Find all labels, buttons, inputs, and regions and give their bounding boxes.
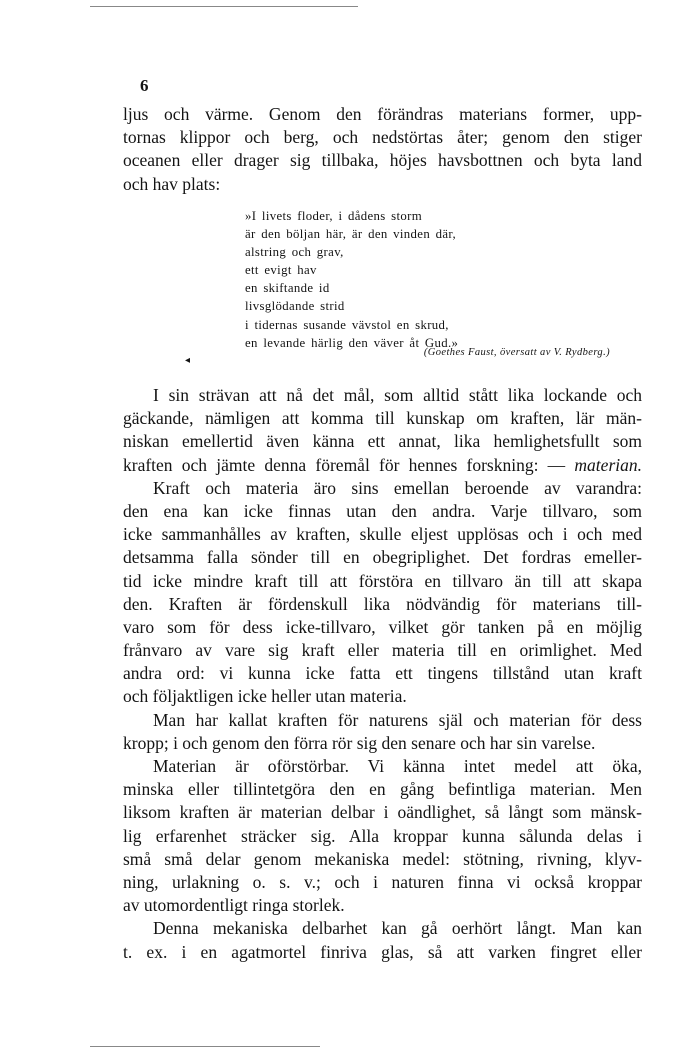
text-line (123, 755, 642, 778)
text-line (123, 384, 642, 407)
text-line-content: Denna mekaniska delbarhet kan gå oerhört långt. Man kan (153, 918, 642, 939)
top-rule (90, 6, 358, 7)
text-line: tornas klippor och berg, och nedstörtas åter; genom den stiger (123, 127, 642, 148)
text-line-content: Kraft och materia äro sins emellan beroende av varandra: (153, 477, 642, 498)
text-line (123, 570, 642, 593)
main-body-text (123, 384, 642, 964)
text-line-content: varo som för dess icke-tillvaro, vilket gör tanken på en möjlig (123, 616, 642, 637)
poem-line: är den böljan här, är den vinden där, (245, 227, 457, 242)
text-line-content: Man har kallat kraften för naturens själ och materian för dess (153, 709, 642, 730)
text-line-content: små små delar genom mekaniska medel: stötning, rivning, klyv- (123, 848, 642, 869)
text-line-content: icke sammanhålles av kraften, skulle eljest upplösas och i och med (123, 524, 642, 545)
text-line (123, 662, 642, 685)
text-line (123, 500, 642, 523)
text-line (123, 546, 642, 569)
poem-line: alstring och grav, (245, 245, 344, 260)
text-line (123, 454, 642, 477)
text-line (123, 801, 642, 824)
text-line-content: liksom kraften är materian delbar i oändlighet, så långt som mänsk- (123, 802, 642, 823)
text-line (123, 523, 642, 546)
text-line (123, 407, 642, 430)
text-line-content: tid icke mindre kraft till att förstöra en tillvaro än till att skapa (123, 570, 642, 591)
emphasized-word: materian. (574, 454, 642, 475)
text-line (123, 917, 642, 940)
poem-line: i tidernas susande vävstol en skrud, (245, 317, 449, 332)
text-line (123, 871, 642, 894)
text-line (123, 593, 642, 616)
text-line-content: av utomordentligt ringa storlek. (123, 895, 345, 916)
text-line (123, 685, 642, 708)
text-line (123, 848, 642, 871)
text-line-content: Materian är oförstörbar. Vi känna intet medel att öka, (153, 756, 642, 776)
poem-line: ett evigt hav (245, 263, 317, 278)
text-line (123, 616, 642, 639)
poem-line: livsglödande strid (245, 299, 345, 314)
text-line-content: kraften och jämte denna föremål för hennes forskning: — (123, 454, 566, 475)
text-line-content: kropp; i och genom den förra rör sig den senare och har sin varelse. (123, 732, 596, 753)
text-line-content: den. Kraften är fördenskull lika nödvändig för materians till- (123, 593, 642, 614)
text-line (123, 732, 642, 755)
poem-line: en levande härlig den väver åt Gud.» (245, 335, 459, 350)
bottom-rule (90, 1046, 320, 1047)
poem-source-citation: (Goethes Faust, översatt av V. Rydberg.) (423, 347, 610, 358)
text-line: oceanen eller drager sig tillbaka, höjes havsbottnen och byta land (123, 150, 642, 171)
text-line (123, 430, 642, 453)
page-number: 6 (140, 76, 149, 95)
text-line (123, 709, 642, 732)
poem-quote (245, 207, 458, 352)
text-line (123, 477, 642, 500)
text-line (123, 825, 642, 848)
text-line-content: lig erfarenhet sträcker sig. Alla kroppar kunna sålunda delas i (123, 825, 642, 846)
poem-line: »I livets floder, i dådens storm (245, 209, 423, 223)
text-line-content: ning, urlakning o. s. v.; och i naturen finna vi också kroppar (123, 871, 642, 892)
text-line-content: t. ex. i en agatmortel finriva glas, så att varken fingret eller (123, 941, 642, 962)
text-line (123, 778, 642, 801)
text-line (123, 941, 642, 964)
text-line: och hav plats: (123, 173, 221, 194)
text-line-content: niskan emellertid även känna ett annat, lika hemlighetsfullt som (123, 431, 642, 452)
text-line-content: den ena kan icke finnas utan den andra. Varje tillvaro, som (123, 500, 642, 521)
text-line: ljus och värme. Genom den förändras materians former, upp- (123, 104, 642, 124)
text-line-content: detsamma falla sönder till en obegriplighet. Det fordras emeller- (123, 547, 642, 568)
text-line-content: minska eller tillintetgöra den en gång befintliga materian. Men (123, 779, 642, 800)
opening-paragraph (123, 103, 642, 196)
text-line-content: I sin strävan att nå det mål, som alltid stått lika lockande och (153, 385, 642, 405)
text-line (123, 639, 642, 662)
text-line-content: frånvaro av vare sig kraft eller materia till en orimlighet. Med (123, 640, 642, 661)
poem-line: en skiftande id (245, 281, 330, 296)
stray-mark: ◂ (185, 355, 191, 366)
text-line-content: gäckande, nämligen att komma till kunskap om kraften, lär män- (123, 408, 642, 429)
text-line-content: andra ord: vi kunna icke fatta ett tingens tillstånd utan kraft (123, 663, 642, 684)
text-line-content: och följaktligen icke heller utan materia. (123, 686, 407, 707)
text-line (123, 894, 642, 917)
